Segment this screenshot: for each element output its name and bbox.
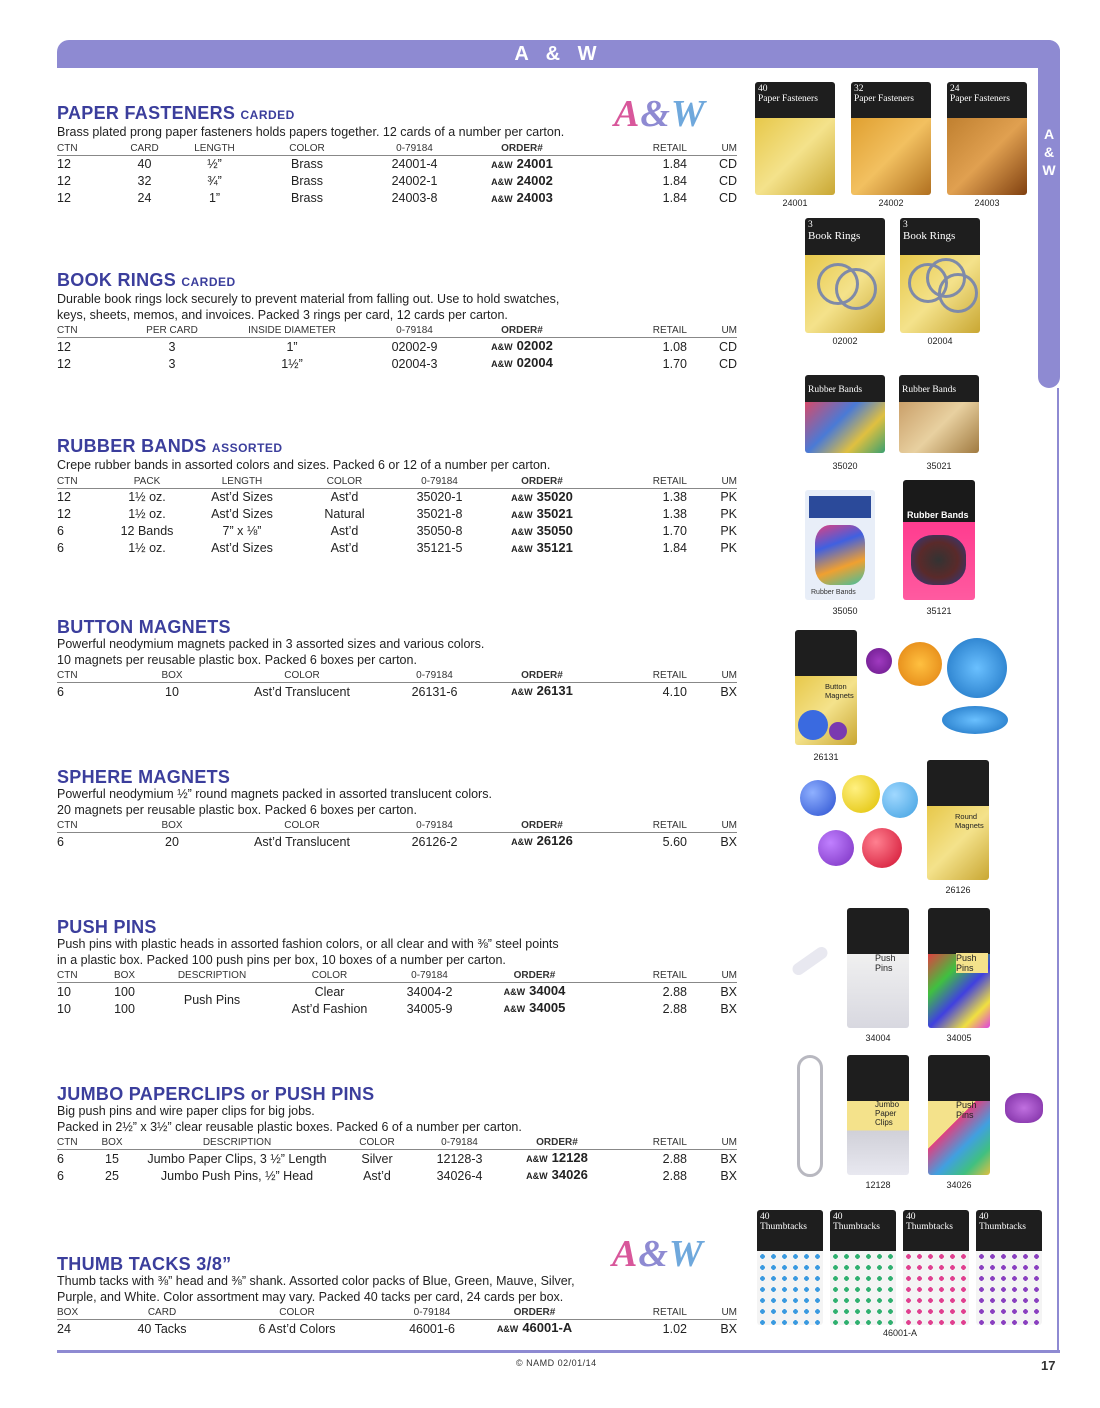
product-image: Jumbo Paper Clips [847,1055,909,1175]
product-image: Rubber Bands [899,375,979,453]
product-image: Push Pins [928,1055,990,1175]
product-image: 40 Paper Fasteners [755,82,835,195]
product-image: 24 Paper Fasteners [947,82,1027,195]
spec-table: CTN BOX COLOR 0-79184 ORDER# RETAIL UM 6 20 Ast’d Translucent 26126-2 A&W 26126 5.60 BX [57,820,737,849]
section-book-rings [57,270,737,372]
section-description: in a plastic box. Packed 100 push pins per box, 10 boxes of a number per carton. [57,952,506,967]
table-row: 12 3 1” 02002-9 A&W 02002 1.08 CD [57,338,737,354]
sphere-magnet-image [842,775,880,813]
section-description: Push pins with plastic heads in assorted fashion colors, or all clear and with ⅜” steel points [57,937,559,951]
copyright: © NAMD 02/01/14 [516,1358,597,1368]
table-row: 12 1½ oz. Ast’d Sizes Ast’d 35020-1 A&W 35020 1.38 PK [57,488,737,504]
table-row: 6 25 Jumbo Push Pins, ½” Head Ast’d 34026-4 A&W 34026 2.88 BX [57,1167,737,1183]
product-caption: 34026 [946,1180,972,1190]
table-row: 12 40 ½” Brass 24001-4 A&W 24001 1.84 CD [57,155,737,171]
table-row: 24 40 Tacks 6 Ast’d Colors 46001-6 A&W 46001-A 1.02 BX [57,1320,737,1336]
header-title: A & W [514,43,603,65]
section-title: PUSH PINS [57,917,157,937]
product-caption: 24003 [974,198,1000,208]
product-image: 3 Book Rings [805,218,885,333]
product-caption: 34005 [946,1033,972,1043]
side-tab [1038,40,1060,388]
product-image: 40 Thumbtacks [830,1210,896,1325]
section-button-magnets [57,617,737,700]
product-caption: 12128 [865,1180,891,1190]
product-caption: 24002 [878,198,904,208]
section-description: Durable book rings lock securely to prevent material from falling out. Use to hold swatches, [57,292,560,306]
product-caption: 46001-A [882,1328,918,1338]
section-description: Powerful neodymium magnets packed in 3 assorted sizes and various colors. [57,637,485,651]
table-row: 10 100 Push Pins Clear 34004-2 A&W 34004 2.88 BX [57,983,737,1007]
section-description: Big push pins and wire paper clips for big jobs. [57,1104,315,1118]
product-image: 3 Book Rings [900,218,980,333]
spec-table: CTN PER CARD INSIDE DIAMETER 0-79184 ORDER# RETAIL UM 12 3 1” 02002-9 A&W 02002 1.08 CD 12 3 1½” 02004-3 A&W 02004 1.70 CD [57,325,737,371]
product-caption: 34004 [865,1033,891,1043]
product-caption: 02002 [832,336,858,346]
product-image: Button Magnets [795,630,857,745]
section-sphere-magnets [57,767,737,850]
page-number: 17 [1041,1358,1056,1373]
table-row: 12 32 ¾” Brass 24002-1 A&W 24002 1.84 CD [57,172,737,188]
section-title: BUTTON MAGNETS [57,617,231,637]
sphere-magnet-image [818,830,854,866]
magnet-image [947,638,1007,698]
footer-rule [57,1350,1060,1353]
table-row: 6 15 Jumbo Paper Clips, 3 ½” Length Silver 12128-3 A&W 12128 2.88 BX [57,1150,737,1166]
sphere-magnet-image [800,780,836,816]
product-caption: 26131 [813,752,839,762]
section-title: JUMBO PAPERCLIPS or PUSH PINS [57,1084,375,1104]
section-paper-fasteners [57,103,737,207]
section-description: 20 magnets per reusable plastic box. Packed 6 boxes per carton. [57,802,417,817]
product-image: 40 Thumbtacks [976,1210,1042,1325]
section-title: SPHERE MAGNETS [57,767,231,787]
spec-table: BOX CARD COLOR 0-79184 ORDER# RETAIL UM 24 40 Tacks 6 Ast’d Colors 46001-6 A&W 46001-A 1.02 BX [57,1307,737,1336]
spec-table: CTN BOX COLOR 0-79184 ORDER# RETAIL UM 6 10 Ast’d Translucent 26131-6 A&W 26131 4.10 BX [57,670,737,699]
product-caption: 35121 [926,606,952,616]
section-title: BOOK RINGS CARDED [57,270,236,290]
section-description: Powerful neodymium ½” round magnets packed in assorted translucent colors. [57,787,492,801]
product-caption: 35050 [832,606,858,616]
section-description: Brass plated prong paper fasteners holds papers together. 12 cards of a number per carton. [57,125,565,139]
product-caption: 35021 [926,461,952,471]
side-label: A & W [1042,126,1056,178]
magnet-image [866,648,892,674]
table-row: 12 3 1½” 02004-3 A&W 02004 1.70 CD [57,355,737,371]
product-image: 40 Thumbtacks [757,1210,823,1325]
table-row: 6 10 Ast’d Translucent 26131-6 A&W 26131 4.10 BX [57,683,737,699]
product-caption: 02004 [927,336,953,346]
brand-logo: A&W [614,93,706,135]
jumbo-pin-image [1005,1093,1043,1123]
product-image: Rubber Bands [805,375,885,453]
product-image: Round Magnets [927,760,989,880]
spec-table: CTN PACK LENGTH COLOR 0-79184 ORDER# RETAIL UM 12 1½ oz. Ast’d Sizes Ast’d 35020-1 A&W 35020 1.38 PK 12 1½ oz. Ast’d Sizes Natural 35021-8 A&W 35021 1.38 PK 6 12 Bands 7” x ⅛” Ast’d 35050-8 A&W 35050 1.70 PK 6 1½ oz. Ast’d Sizes Ast’d 35121-5 A&W 35121 1.84 PK [57,475,737,555]
header-band [57,40,1060,68]
spec-table: CTN BOX DESCRIPTION COLOR 0-79184 ORDER# RETAIL UM 6 15 Jumbo Paper Clips, 3 ½” Length Silver 12128-3 A&W 12128 2.88 BX 6 25 Jumbo Push Pins, ½” Head Ast’d 34026-4 A&W 34026 2.88 BX [57,1137,737,1183]
product-caption: 26126 [945,885,971,895]
product-caption: 24001 [782,198,808,208]
push-pin-image [790,945,830,978]
side-rule [1057,388,1059,1350]
table-row: 12 1½ oz. Ast’d Sizes Natural 35021-8 A&W 35021 1.38 PK [57,505,737,521]
section-title: PAPER FASTENERS CARDED [57,103,295,123]
section-jumbo [57,1084,737,1184]
table-row: 12 24 1” Brass 24003-8 A&W 24003 1.84 CD [57,189,737,205]
product-image: 40 Thumbtacks [903,1210,969,1325]
table-row: 6 12 Bands 7” x ⅛” Ast’d 35050-8 A&W 35050 1.70 PK [57,522,737,538]
section-description: Crepe rubber bands in assorted colors and sizes. Packed 6 or 12 of a number per carton. [57,458,551,472]
sphere-magnet-image [882,782,918,818]
section-title: THUMB TACKS 3/8” [57,1254,232,1274]
section-description: Purple, and White. Color assortment may vary. Packed 40 tacks per card, 24 cards per box. [57,1289,564,1304]
table-row: 6 1½ oz. Ast’d Sizes Ast’d 35121-5 A&W 35121 1.84 PK [57,539,737,555]
section-description: keys, sheets, memos, and invoices. Packed 3 rings per card, 12 cards per carton. [57,307,508,322]
section-description: Packed in 2½” x 3½” clear reusable plastic boxes. Packed 6 of a number per carton. [57,1119,522,1134]
table-row: 6 20 Ast’d Translucent 26126-2 A&W 26126 5.60 BX [57,833,737,849]
product-image: Rubber Bands [805,490,875,600]
section-description: 10 magnets per reusable plastic box. Packed 6 boxes per carton. [57,652,417,667]
section-push-pins [57,917,737,1017]
magnet-image [942,706,1008,734]
product-image: Rubber Bands [903,480,975,600]
section-rubber-bands [57,436,737,557]
table-row: 10 100 Ast’d Fashion 34005-9 A&W 34005 2.88 BX [57,1000,737,1016]
paper-clip-image [797,1055,823,1177]
spec-table: CTN CARD LENGTH COLOR 0-79184 ORDER# RETAIL UM 12 40 ½” Brass 24001-4 A&W 24001 1.84 CD 12 32 ¾” Brass 24002-1 A&W 24002 1.84 CD 12 24 1” Brass 24003-8 A&W 24003 1.84 CD [57,142,737,205]
section-thumb-tacks [57,1254,737,1337]
product-image: Push Pins [847,908,909,1028]
magnet-image [898,642,942,686]
section-description: Thumb tacks with ⅜” head and ⅜” shank. Assorted color packs of Blue, Green, Mauve, Silver, [57,1274,575,1288]
sphere-magnet-image [862,828,902,868]
product-image: Push Pins [928,908,990,1028]
spec-table: CTN BOX DESCRIPTION COLOR 0-79184 ORDER# RETAIL UM 10 100 Push Pins Clear 34004-2 A&W 34004 2.88 BX 10 100 Ast’d Fashion 34005-9 A&W 34005 2.88 BX [57,970,737,1016]
product-image: 32 Paper Fasteners [851,82,931,195]
product-caption: 35020 [832,461,858,471]
section-title: RUBBER BANDS ASSORTED [57,436,283,456]
brand-logo: A&W [612,1233,704,1275]
